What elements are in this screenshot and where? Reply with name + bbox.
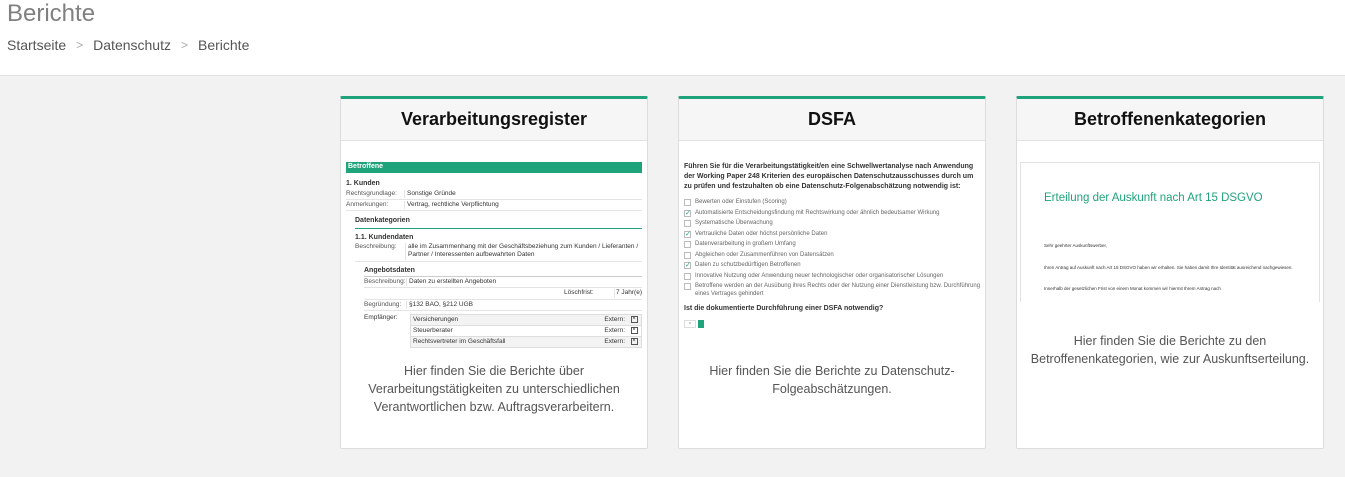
page-header [0, 0, 1345, 76]
checklist-label: Vertrauliche Daten oder höchst persönliche Daten [695, 230, 828, 237]
preview-section: Datenkategorien [355, 217, 642, 229]
breadcrumb-startseite[interactable]: Startseite [7, 37, 67, 53]
page-title: Berichte [7, 0, 96, 27]
toggle-on [698, 320, 704, 328]
card-title: DSFA [807, 109, 856, 129]
preview-row [346, 200, 642, 211]
checkbox-checked-icon: ✓ [685, 262, 691, 269]
x-mark: × [632, 327, 636, 334]
card-dsfa[interactable] [678, 96, 986, 449]
x-mark: × [632, 316, 636, 323]
checklist-item [684, 199, 982, 207]
checklist-label: Abgleichen oder Zusammenführen von Datensätzen [695, 251, 834, 258]
recipient-type: Extern: [604, 337, 625, 345]
breadcrumb-separator: > [180, 38, 188, 52]
report-preview-image [346, 162, 642, 348]
checklist-item [684, 283, 982, 298]
checklist-item [684, 231, 982, 239]
report-preview-image [684, 162, 982, 328]
row-key: Anmerkungen: [346, 200, 389, 208]
x-box-icon [627, 337, 641, 347]
checkbox-checked-icon: ✓ [685, 209, 691, 217]
preview-row [346, 189, 642, 200]
checklist-item [684, 262, 982, 270]
toggle-off: × [684, 320, 696, 328]
checklist-item [684, 241, 982, 249]
checklist-label: Bewerten oder Einstufen (Scoring) [695, 199, 787, 205]
row-key: Rechtsgrundlage: [346, 189, 397, 197]
toggle-switch [684, 320, 982, 328]
preview-row [355, 242, 642, 261]
preview-subheading: 1.1. Kundendaten [355, 233, 414, 241]
letter-line: Innerhalb der gesetzlichen Frist von einem Monat kommen wir hiermit Ihrem Antrag nach [1044, 286, 1221, 291]
row-value: Sonstige Gründe [404, 190, 642, 198]
preview-offer-block [364, 267, 642, 349]
row-value: Daten zu erstellten Angeboten [406, 278, 642, 286]
preview-question: Führen Sie für die Verarbeitungstätigkeit/en eine Schwellwertanalyse nach Anwendung der Working Paper 248 Kriterien des europäischen Datenschutzausschusses durch um zu prüfen und festzuhalten ob eine Datenschutz-Folgenabschätzung notwendig ist: [684, 163, 974, 190]
preview-subsection-title: Angebotsdaten [364, 267, 642, 278]
recipient-name: Rechtsvertreter im Geschäftsfall [413, 337, 506, 345]
x-mark: × [632, 338, 636, 345]
row-key: Beschreibung: [355, 243, 397, 251]
card-betroffenenkategorien[interactable] [1016, 96, 1324, 449]
checkbox-icon [684, 241, 691, 248]
recipient-type: Extern: [604, 326, 625, 334]
x-box-icon [627, 326, 641, 336]
card-description: Hier finden Sie die Berichte über Verarbeitungstätigkeiten zu unterschiedlichen Verantwortlichen bzw. Auftragsverarbeitern. [368, 364, 620, 414]
table-row [410, 315, 642, 326]
preview-row [364, 288, 642, 299]
checklist-label: Datenverarbeitung in großem Umfang [695, 241, 796, 247]
row-key: Beschreibung: [364, 278, 406, 286]
checklist-item [684, 220, 982, 228]
checkbox-icon [684, 283, 691, 290]
checkbox-icon [684, 199, 691, 206]
breadcrumb [7, 37, 249, 53]
table-row [410, 326, 642, 337]
card-verarbeitungsregister[interactable] [340, 96, 648, 449]
checklist-label: Daten zu schutzbedürftigen Betroffenen [695, 262, 801, 268]
checkbox-icon [684, 252, 691, 259]
preview-heading: 1. Kunden [346, 179, 380, 187]
card-header [1017, 99, 1323, 141]
recipients-table [410, 314, 642, 348]
checklist-label: Automatisierte Entscheidungsfindung mit Rechtswirkung oder ähnlich bedeutsamer Wirkung [695, 209, 940, 216]
recipient-name: Versicherungen [413, 315, 459, 323]
row-key: Begründung: [364, 300, 402, 308]
checkbox-icon [684, 273, 691, 280]
checklist-label: Innovative Nutzung oder Anwendung neuer technologischer oder organisatorischer Lösungen [695, 272, 944, 279]
row-value: §132 BAO, §212 UGB [406, 301, 642, 309]
row-value: 7 Jahr(e) [615, 289, 642, 297]
row-key: Empfänger: [364, 313, 398, 321]
checklist-label: Systematische Überwachung [695, 220, 773, 226]
card-header [341, 99, 647, 141]
preview-row [364, 277, 642, 288]
preview-checklist [684, 199, 982, 298]
card-title: Betroffenenkategorien [1073, 109, 1267, 129]
breadcrumb-datenschutz[interactable]: Datenschutz [93, 37, 171, 53]
row-value: Vertrag, rechtliche Verpflichtung [404, 201, 642, 209]
breadcrumb-current: Berichte [198, 37, 250, 53]
row-value: alle im Zusammenhang mit der Geschäftsbeziehung zum Kunden / Lieferanten / Partner / Interessenten aufbewahrten Daten [405, 243, 642, 259]
card-title: Verarbeitungsregister [400, 109, 588, 129]
card-description: Hier finden Sie die Berichte zu den Betroffenenkategorien, wie zur Auskunftserteilung. [1030, 334, 1310, 366]
card-description: Hier finden Sie die Berichte zu Datenschutz-Folgeabschätzungen. [709, 364, 955, 396]
torn-edge-icon [1021, 292, 1320, 302]
preview-recipients [364, 314, 642, 348]
preview-row [364, 300, 642, 311]
checkbox-icon [684, 220, 691, 227]
report-preview-image [1020, 162, 1320, 302]
recipient-name: Steuerberater [413, 326, 453, 334]
x-box-icon [627, 315, 641, 325]
checklist-item [684, 252, 982, 260]
preview-subsection [355, 217, 642, 243]
letter-title: Erteilung der Auskunft nach Art 15 DSGVO [1044, 192, 1263, 204]
row-key: Löschfrist: [564, 289, 594, 297]
checklist-item [684, 273, 982, 281]
letter-line: Sehr geehrter Auskunftswerber, [1044, 243, 1108, 248]
breadcrumb-separator: > [76, 38, 84, 52]
checklist-item [684, 210, 982, 218]
checklist-label: Betroffene werden an der Ausübung ihres Rechts oder der Nutzung einer Dienstleistung bzw. Durchführung eines Vertrages gehindert [695, 283, 981, 297]
letter-line: Ihren Antrag auf Auskunft nach Art 15 DSGVO haben wir erhalten. Sie haben damit Ihre Identität ausreichend nachgewiesen. [1044, 265, 1293, 270]
table-row [410, 337, 642, 348]
checkbox-checked-icon: ✓ [685, 230, 691, 238]
preview-bar: Betroffene [346, 162, 642, 173]
preview-question: Ist die dokumentierte Durchführung einer DSFA notwendig? [684, 305, 884, 312]
card-header [679, 99, 985, 141]
recipient-type: Extern: [604, 315, 625, 323]
